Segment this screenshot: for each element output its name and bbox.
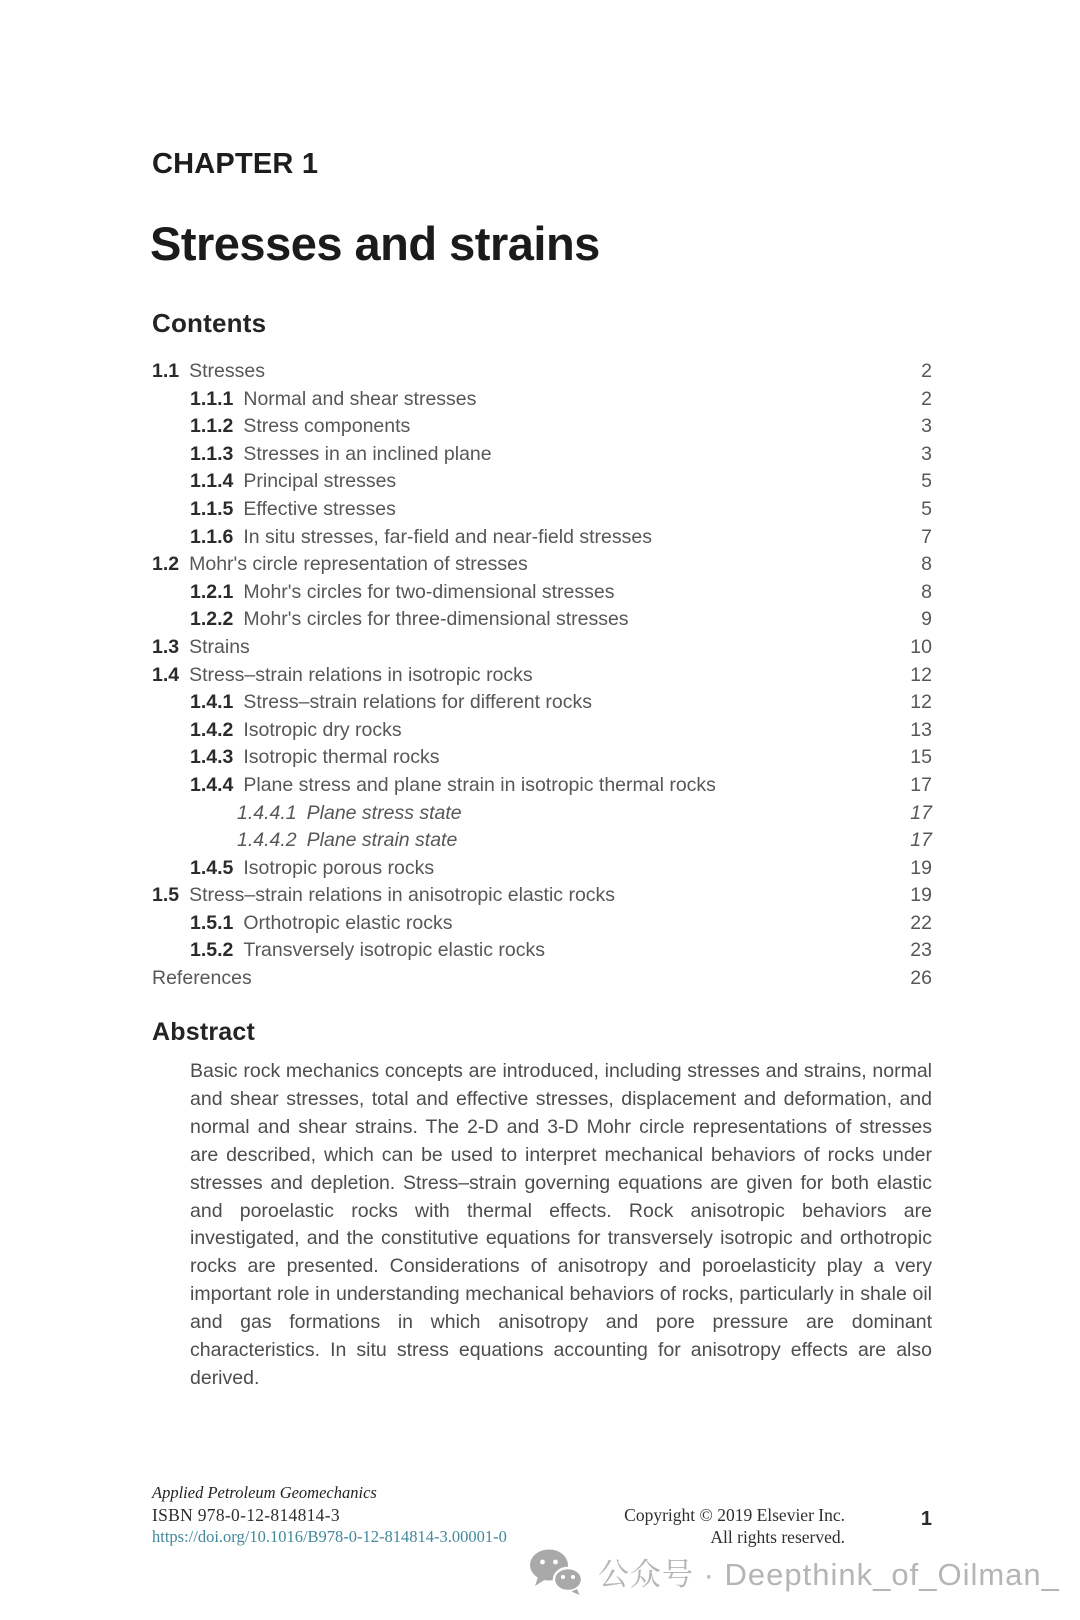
toc-item-label: Orthotropic elastic rocks [243, 911, 453, 934]
toc-item-label: Principal stresses [243, 470, 397, 493]
toc-item-page: 3 [921, 442, 932, 465]
toc-row [152, 634, 932, 662]
toc-item-label: In situ stresses, far-field and near-field stresses [243, 525, 652, 548]
abstract-text: Basic rock mechanics concepts are introduced, including stresses and strains, normal and shear stresses, total and effective stresses, displacement and deformation, and normal and shear strains. The 2-D and 3-D Mohr circle representations of stresses are described, which can be used to interpret mechanical behaviors of rocks under stresses and depletion. Stress–strain governing equations are given for both elastic and poroelastic rocks with thermal effects. Rock anisotropic behaviors are investigated, and the constitutive equations for transversely isotropic and orthotropic rocks are presented. Considerations of anisotropy and poroelasticity play a very important role in understanding mechanical behaviors of rocks, particularly in shale oil and gas formations in which anisotropy and pore pressure are dominant characteristics. In situ stress equations accounting for anisotropy effects are also derived. [190, 1060, 932, 1389]
toc-item-page: 12 [910, 691, 932, 714]
toc-item-number: 1.2.1 [190, 580, 234, 603]
contents-heading: Contents [152, 308, 267, 338]
toc-row [152, 937, 932, 965]
toc-item-number: 1.1.3 [190, 442, 234, 465]
toc-item-label: Plane stress state [306, 801, 462, 824]
page-number: 1 [920, 1508, 932, 1530]
toc-item-page: 19 [910, 856, 932, 879]
toc-item-page: 19 [910, 884, 932, 907]
toc-item-label: Stresses in an inclined plane [243, 442, 492, 465]
watermark [528, 1548, 1060, 1595]
toc-item-number: 1.5.2 [190, 939, 234, 962]
toc-item-label: Stress–strain relations in isotropic rocks [189, 663, 533, 686]
toc-item-number: 1.4.4.2 [237, 829, 297, 852]
toc-item-page: 15 [910, 746, 932, 769]
toc-item-number: 1.4.4.1 [237, 801, 297, 824]
toc-item-number: 1.1 [152, 360, 180, 382]
toc-item-page: 17 [910, 801, 932, 824]
toc-item-label: Mohr's circles for three-dimensional stresses [243, 608, 629, 631]
toc-item-number: 1.5 [152, 884, 180, 907]
rights-line: All rights reserved. [710, 1527, 845, 1547]
toc-row [152, 551, 932, 579]
toc-item-page: 17 [910, 829, 932, 852]
toc-item-label: Mohr's circle representation of stresses [189, 553, 528, 576]
toc-item-label: Isotropic dry rocks [243, 718, 402, 741]
table-of-contents [152, 358, 932, 993]
toc-item-number: 1.3 [152, 635, 180, 658]
toc-row [152, 910, 932, 938]
toc-item-label: Transversely isotropic elastic rocks [243, 939, 545, 962]
toc-row [152, 606, 932, 634]
toc-item-page: 12 [910, 663, 932, 686]
toc-row [152, 496, 932, 524]
toc-item-page: 9 [921, 608, 932, 631]
toc-item-label: Isotropic porous rocks [243, 856, 435, 879]
toc-item-page: 2 [921, 360, 932, 382]
toc-item-number: 1.1.1 [190, 387, 234, 410]
toc-item-number: 1.4.1 [190, 691, 234, 714]
toc-item-label: Normal and shear stresses [243, 387, 477, 410]
toc-item-page: 22 [910, 911, 932, 934]
toc-row [152, 358, 932, 386]
toc-item-label: Plane strain state [306, 829, 458, 852]
isbn-text: ISBN 978-0-12-814814-3 [152, 1505, 340, 1525]
toc-item-page: 26 [910, 967, 932, 990]
watermark-text: 公众号 · Deepthink_of_Oilman_ [598, 1557, 1060, 1592]
toc-item-number: 1.1.5 [190, 497, 234, 520]
copyright-line: Copyright © 2019 Elsevier Inc. [624, 1505, 845, 1525]
abstract-heading: Abstract [152, 1018, 256, 1046]
toc-item-page: 7 [921, 525, 932, 548]
toc-item-number: 1.1.4 [190, 470, 234, 493]
toc-row [152, 468, 932, 496]
toc-item-page: 8 [921, 580, 932, 603]
toc-row [152, 413, 932, 441]
toc-row [152, 965, 932, 993]
toc-row [152, 579, 932, 607]
toc-item-label: Stress components [243, 415, 411, 438]
toc-item-number: 1.4 [152, 663, 180, 686]
toc-item-number: 1.4.4 [190, 773, 234, 796]
toc-row [152, 772, 932, 800]
toc-item-page: 5 [921, 470, 932, 493]
toc-row [152, 386, 932, 414]
toc-item-label: Isotropic thermal rocks [243, 746, 440, 769]
toc-item-number: 1.4.2 [190, 718, 234, 741]
toc-item-number: 1.2 [152, 553, 180, 576]
toc-item-number: 1.5.1 [190, 911, 234, 934]
toc-item-label: Plane stress and plane strain in isotropic thermal rocks [243, 773, 716, 796]
toc-row [152, 882, 932, 910]
toc-row [152, 744, 932, 772]
toc-item-page: 17 [910, 773, 932, 796]
toc-row [152, 689, 932, 717]
toc-item-page: 8 [921, 553, 932, 576]
book-title: Applied Petroleum Geomechanics [152, 1483, 377, 1502]
toc-row [152, 827, 932, 855]
toc-item-number: 1.2.2 [190, 608, 234, 631]
page-footer [152, 1482, 932, 1548]
toc-item-page: 5 [921, 497, 932, 520]
toc-item-label: Stress–strain relations in anisotropic elastic rocks [189, 884, 616, 907]
wechat-icon [528, 1548, 584, 1595]
toc-item-number: 1.1.2 [190, 415, 234, 438]
copyright-block [624, 1504, 845, 1548]
doi-link[interactable]: https://doi.org/10.1016/B978-0-12-814814-3.00001-0 [152, 1527, 507, 1546]
toc-item-label: Effective stresses [243, 497, 396, 520]
toc-item-label: Strains [189, 635, 250, 658]
toc-item-label: References [152, 967, 252, 990]
toc-item-page: 3 [921, 415, 932, 438]
toc-item-label: Stresses [189, 360, 265, 382]
toc-item-page: 23 [910, 939, 932, 962]
toc-item-number: 1.4.5 [190, 856, 234, 879]
toc-item-number: 1.4.3 [190, 746, 234, 769]
toc-row [152, 662, 932, 690]
toc-row [152, 800, 932, 828]
toc-item-page: 10 [910, 635, 932, 658]
toc-item-page: 13 [910, 718, 932, 741]
toc-row [152, 441, 932, 469]
toc-row [152, 717, 932, 745]
chapter-label: CHAPTER 1 [152, 148, 319, 180]
toc-row [152, 524, 932, 552]
toc-item-label: Stress–strain relations for different rocks [243, 691, 592, 714]
toc-item-page: 2 [921, 387, 932, 410]
chapter-title: Stresses and strains [150, 217, 600, 270]
toc-row [152, 855, 932, 883]
toc-item-number: 1.1.6 [190, 525, 234, 548]
toc-item-label: Mohr's circles for two-dimensional stresses [243, 580, 615, 603]
